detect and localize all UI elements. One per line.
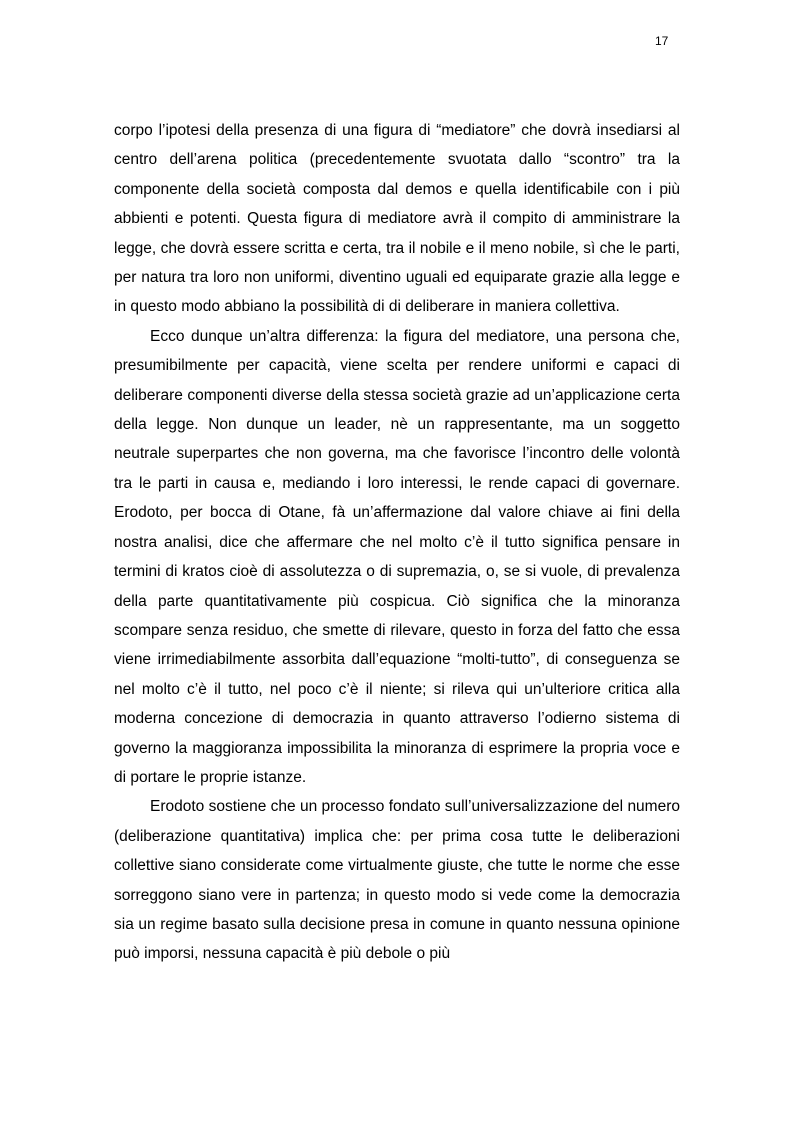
page-number: 17 (655, 34, 669, 48)
paragraph-2: Ecco dunque un’altra differenza: la figura del mediatore, una persona che, presumibilmente per capacità, viene scelta per rendere uniformi e capaci di deliberare componenti diverse della stessa società grazie ad un’applicazione certa della legge. Non dunque un leader, nè un rappresentante, ma un soggetto neutrale superpartes che non governa, ma che favorisce l’incontro delle volontà tra le parti in causa e, mediando i loro interessi, le rende capaci di governare. Erodoto, per bocca di Otane, fà un’affermazione dal valore chiave ai fini della nostra analisi, dice che affermare che nel molto c’è il tutto significa pensare in termini di kratos cioè di assolutezza o di supremazia, o, se si vuole, di prevalenza della parte quantitativamente più cospicua. Ciò significa che la minoranza scompare senza residuo, che smette di rilevare, questo in forza del fatto che essa viene irrimediabilmente assorbita dall’equazione “molti-tutto”, di conseguenza se nel molto c’è il tutto, nel poco c’è il niente; si rileva qui un’ulteriore critica alla moderna concezione di democrazia in quanto attraverso l’odierno sistema di governo la maggioranza impossibilita la minoranza di esprimere la propria voce e di portare le proprie istanze. (114, 327, 680, 786)
paragraph-3: Erodoto sostiene che un processo fondato sull’universalizzazione del numero (deliberazione quantitativa) implica che: per prima cosa tutte le deliberazioni collettive siano considerate come virtualmente giuste, che tutte le norme che esse sorreggono siano vere in partenza; in questo modo si vede come la democrazia sia un regime basato sulla decisione presa in comune in quanto nessuna opinione può imporsi, nessuna capacità è più debole o più (114, 798, 680, 963)
body-text (114, 116, 680, 969)
paragraph-1: corpo l’ipotesi della presenza di una figura di “mediatore” che dovrà insediarsi al centro dell’arena politica (precedentemente svuotata dallo “scontro” tra la componente della società composta dal demos e quella identificabile con i più abbienti e potenti. Questa figura di mediatore avrà il compito di amministrare la legge, che dovrà essere scritta e certa, tra il nobile e il meno nobile, sì che le parti, per natura tra loro non uniformi, diventino uguali ed equiparate grazie alla legge e in questo modo abbiano la possibilità di di deliberare in maniera collettiva. (114, 122, 680, 316)
